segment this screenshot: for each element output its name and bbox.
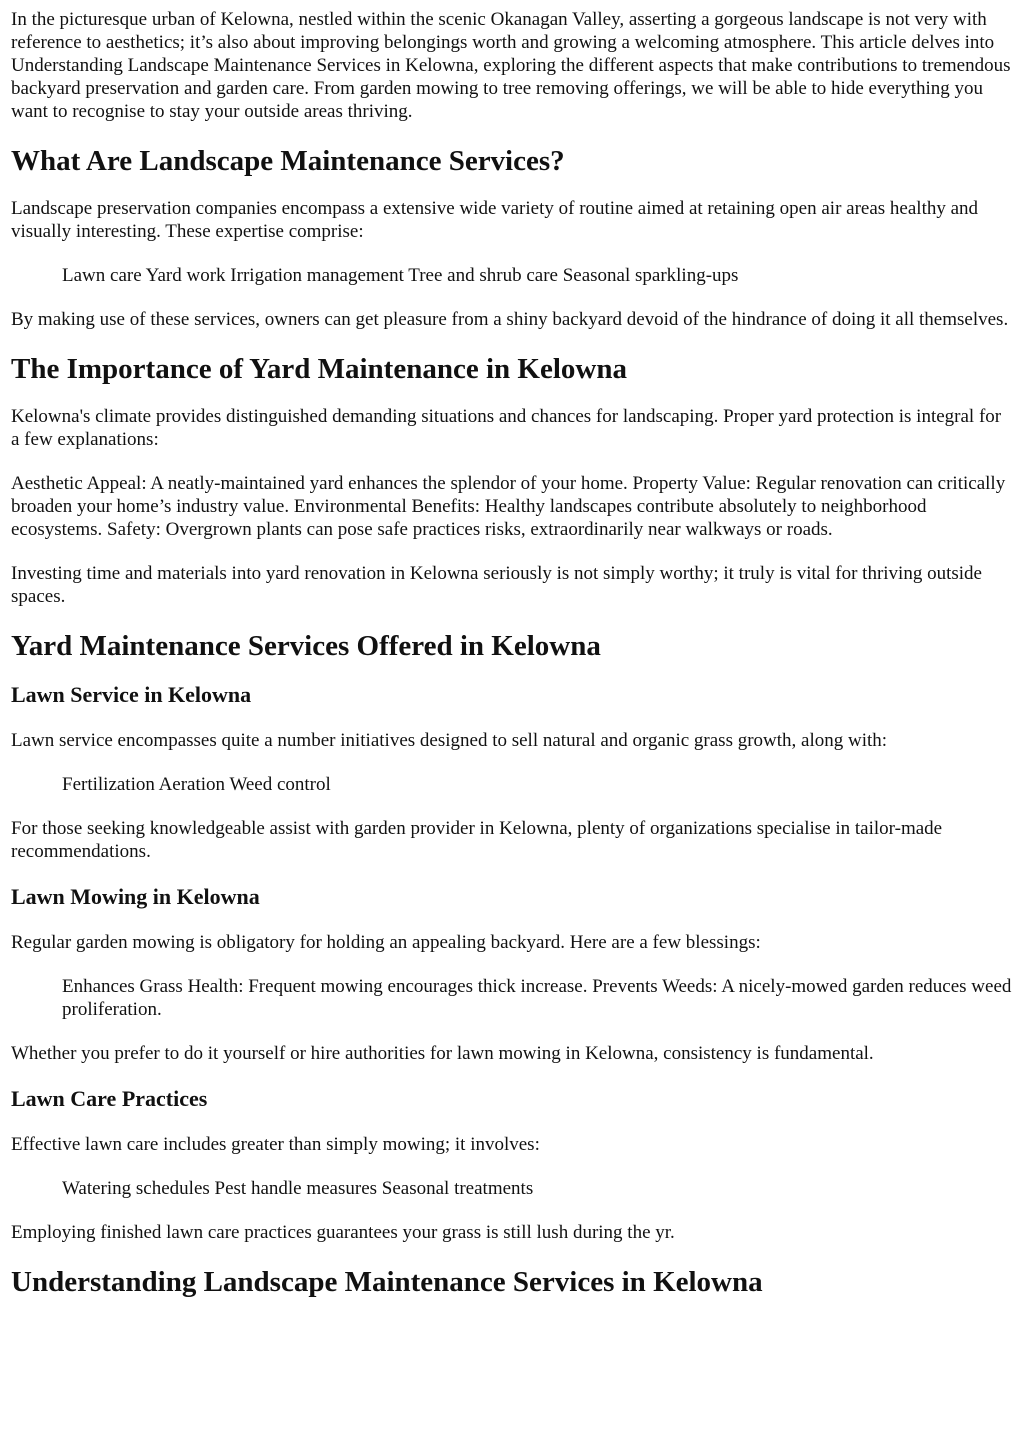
- section-heading-services-offered: Yard Maintenance Services Offered in Kelowna: [11, 630, 601, 662]
- paragraph: Landscape preservation companies encompass a extensive wide variety of routine aimed at retaining open air areas healthy and visually interesting. These expertise comprise:: [11, 198, 979, 242]
- services-list: Lawn care Yard work Irrigation management Tree and shrub care Seasonal sparkling-ups: [62, 265, 739, 286]
- subheading-lawn-care: Lawn Care Practices: [11, 1086, 208, 1111]
- lawn-mowing-list: Enhances Grass Health: Frequent mowing encourages thick increase. Prevents Weeds: A nicely-mowed garden reduces weed proliferation.: [62, 976, 1012, 1020]
- lawn-service-list: Fertilization Aeration Weed control: [62, 774, 331, 795]
- paragraph: For those seeking knowledgeable assist with garden provider in Kelowna, plenty of organizations specialise in tailor-made recommendations.: [11, 818, 943, 862]
- section-heading-what-are-services: What Are Landscape Maintenance Services?: [11, 145, 565, 177]
- subheading-lawn-service: Lawn Service in Kelowna: [11, 682, 252, 707]
- section-heading-importance: The Importance of Yard Maintenance in Kelowna: [11, 353, 627, 385]
- paragraph: Whether you prefer to do it yourself or hire authorities for lawn mowing in Kelowna, consistency is fundamental.: [11, 1043, 874, 1064]
- benefits-paragraph: Aesthetic Appeal: A neatly-maintained yard enhances the splendor of your home. Property Value: Regular renovation can critically broaden your home’s industry value. Environmental Benefits: Healthy landscapes contribute absolutely to neighborhood ecosystems. Safety: Overgrown plants can pose safe practices risks, extraordinarily near walkways or roads.: [11, 473, 1006, 540]
- lawn-care-list: Watering schedules Pest handle measures Seasonal treatments: [62, 1178, 534, 1199]
- paragraph: By making use of these services, owners can get pleasure from a shiny backyard devoid of the hindrance of doing it all themselves.: [11, 309, 1009, 330]
- paragraph: Regular garden mowing is obligatory for holding an appealing backyard. Here are a few blessings:: [11, 932, 761, 953]
- section-heading-understanding: Understanding Landscape Maintenance Services in Kelowna: [11, 1266, 763, 1298]
- paragraph: Lawn service encompasses quite a number initiatives designed to sell natural and organic grass growth, along with:: [11, 730, 888, 751]
- paragraph: Employing finished lawn care practices guarantees your grass is still lush during the yr.: [11, 1222, 675, 1243]
- paragraph: Effective lawn care includes greater than simply mowing; it involves:: [11, 1134, 540, 1155]
- subheading-lawn-mowing: Lawn Mowing in Kelowna: [11, 884, 260, 909]
- paragraph: Investing time and materials into yard renovation in Kelowna seriously is not simply worthy; it truly is vital for thriving outside spaces.: [11, 563, 982, 607]
- intro-paragraph: In the picturesque urban of Kelowna, nestled within the scenic Okanagan Valley, asserting a gorgeous landscape is not very with reference to aesthetics; it’s also about improving belongings worth and growing a welcoming atmosphere. This article delves into Understanding Landscape Maintenance Services in Kelowna, exploring the different aspects that make contributions to tremendous backyard preservation and garden care. From garden mowing to tree removing offerings, we will be able to hide everything you want to recognise to stay your outside areas thriving.: [11, 9, 1011, 122]
- paragraph: Kelowna's climate provides distinguished demanding situations and chances for landscaping. Proper yard protection is integral for a few explanations:: [11, 406, 1002, 450]
